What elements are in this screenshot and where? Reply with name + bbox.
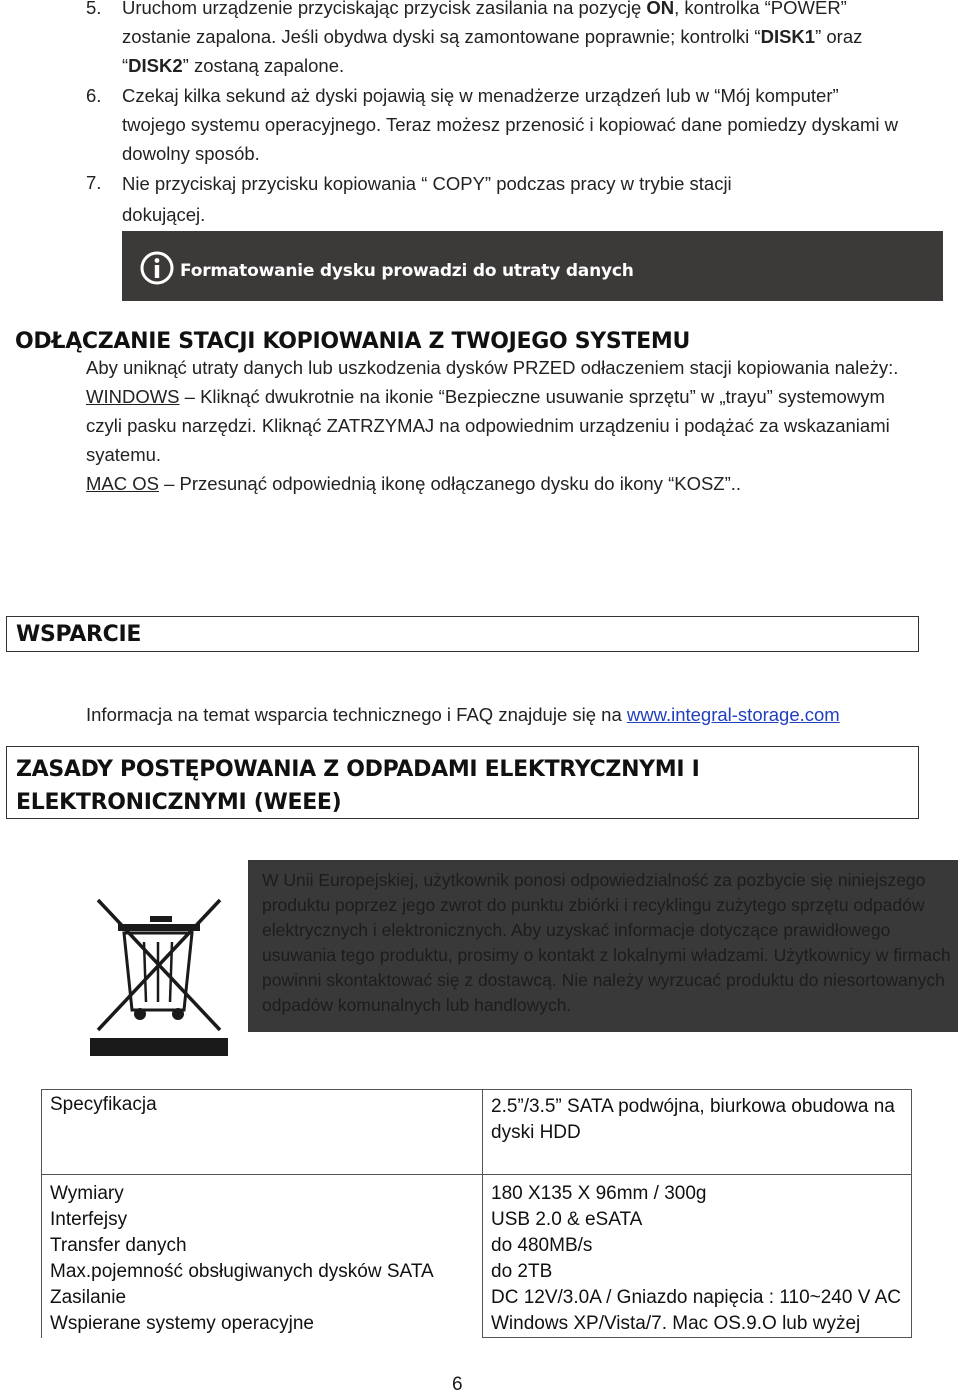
weee-text: W Unii Europejskiej, użytkownik ponosi odpowiedzialność za pozbycie się niniejszego produktu poprzez jego zwrot do punktu zbiórki i recyklingu zużytego sprzętu odpadów elektrycznych i elektronicznych. Aby uzyskać informacje dotyczące prawidłowego usuwania tego produktu, prosimy o kontakt z lokalnymi władzami. Użytkownicy w firmach powinni skontaktować się z dostawcą. Nie należy wyrzucać produktu do niesortowanych odpadów komunalnych lub handlowych. (262, 870, 951, 1015)
disconnect-heading: ODŁĄCZANIE STACJI KOPIOWANIA Z TWOJEGO SYSTEMU (15, 329, 691, 354)
mac-instructions: MAC OS – Przesunąć odpowiednią ikonę odłączanego dysku do ikony “KOSZ”.. (86, 473, 742, 494)
step-text: Uruchom urządzenie przyciskając przycisk zasilania na pozycję ON, kontrolka “POWER” zostanie zapalona. Jeśli obydwa dyski są zamontowane poprawnie; kontrolki “DISK1” oraz “DISK2” zostaną zapalone. (122, 0, 863, 76)
mac-label: MAC OS (86, 473, 159, 494)
page-number: 6 (452, 1374, 463, 1395)
table-row (42, 1175, 912, 1338)
step-7 (86, 168, 786, 230)
format-warning-banner (122, 231, 943, 301)
support-heading: WSPARCIE (16, 622, 142, 647)
step-5 (86, 0, 906, 80)
step-6 (86, 81, 906, 168)
support-link[interactable]: www.integral-storage.com (626, 704, 840, 725)
weee-info-box (248, 860, 958, 1032)
spec-key: Specyfikacja (42, 1090, 483, 1175)
windows-label: WINDOWS (86, 386, 180, 407)
support-heading-box (6, 616, 919, 652)
windows-instructions: WINDOWS – Kliknąć dwukrotnie na ikonie “Bezpieczne usuwanie sprzętu” w „trayu” systemowym czyli pasku narzędzi. Kliknąć ZATRZYMAJ na odpowiednim urządzeniu i podążać za wskazaniami syatemu. (86, 386, 890, 465)
weee-heading-box (6, 746, 919, 819)
info-icon (140, 251, 174, 290)
step-number: 5. (86, 0, 102, 18)
spec-key: Wymiary Interfejsy Transfer danych Max.pojemność obsługiwanych dysków SATA Zasilanie Wspierane systemy operacyjne (42, 1175, 483, 1338)
disconnect-intro: Aby uniknąć utraty danych lub uszkodzenia dysków PRZED odłaczeniem stacji kopiowania należy:. (86, 357, 899, 378)
spec-value: 2.5”/3.5” SATA podwójna, biurkowa obudowa na dyski HDD (483, 1090, 912, 1175)
step-text: Czekaj kilka sekund aż dyski pojawią się w menadżerze urządzeń lub w “Mój komputer” twojego systemu operacyjnego. Teraz możesz przenosić i kopiować dane pomiedzy dyskami w dowolny sposób. (122, 85, 898, 164)
spec-value: 180 X135 X 96mm / 300g USB 2.0 & eSATA do 480MB/s do 2TB DC 12V/3.0A / Gniazdo napięcia : 110~240 V AC Windows XP/Vista/7. Mac OS.9.O lub wyżej (483, 1175, 912, 1338)
disconnect-body (86, 353, 916, 498)
spec-table (41, 1089, 912, 1338)
weee-heading: ZASADY POSTĘPOWANIA Z ODPADAMI ELEKTRYCZNYMI I ELEKTRONICZNYMI (WEEE) (16, 757, 700, 815)
support-text: Informacja na temat wsparcia technicznego i FAQ znajduje się na www.integral-storage.com (86, 704, 840, 725)
crossed-out-bin-icon (88, 880, 228, 1060)
step-number: 6. (86, 85, 102, 106)
step-number: 7. (86, 172, 102, 193)
table-row (42, 1090, 912, 1175)
notice-text: Formatowanie dysku prowadzi do utraty danych (180, 261, 634, 281)
step-text: Nie przyciskaj przycisku kopiowania “ COPY” podczas pracy w trybie stacji dokującej. (122, 173, 732, 225)
